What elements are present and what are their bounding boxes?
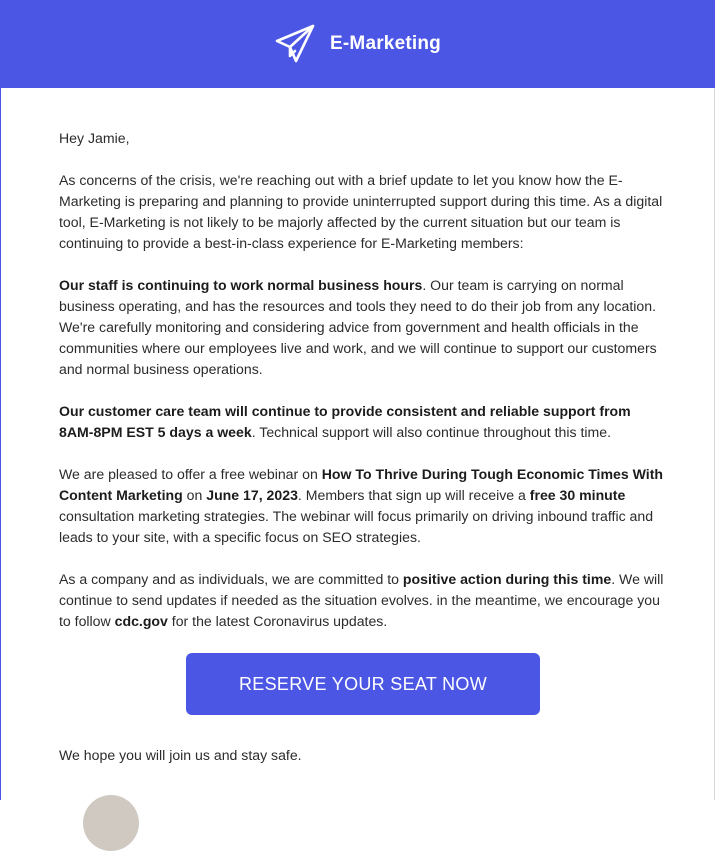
commitment-text-3: for the latest Coronavirus updates. <box>167 613 388 629</box>
webinar-text-2: on <box>182 487 207 503</box>
commitment-bold: positive action during this time <box>402 571 612 587</box>
staff-bold: Our staff is continuing to work normal business hours <box>59 277 423 293</box>
webinar-offer: free 30 minute <box>529 487 626 503</box>
avatar <box>83 795 139 851</box>
commitment-text-2: . We will continue to send updates if needed as the situation evolves. in the meantime, we encourage you to follow <box>59 571 664 629</box>
webinar-paragraph <box>59 464 669 548</box>
webinar-text-1: We are pleased to offer a free webinar on <box>59 466 322 482</box>
staff-text: . Our team is carrying on normal business operating, and has the resources and tools they need to do their job from any location. We're carefully monitoring and considering advice from government and health officials in the communities where our employees live and work, and we will continue to support our customers and normal business operations. <box>59 277 657 377</box>
brand-name: E-Marketing <box>330 33 441 54</box>
closing-text: We hope you will join us and stay safe. <box>59 747 302 763</box>
cdc-link[interactable]: cdc.gov <box>114 613 168 629</box>
support-paragraph <box>59 401 669 443</box>
webinar-title: How To Thrive During Tough Economic Times With Content Marketing <box>59 466 663 503</box>
support-text: . Technical support will also continue throughout this time. <box>251 424 612 440</box>
intro-paragraph: As concerns of the crisis, we're reaching out with a brief update to let you know how the E-Marketing is preparing and planning to provide uninterrupted support during this time. As a digital tool, E-Marketing is not likely to be majorly affected by the current situation but our team is continuing to provide a best-in-class experience for E-Marketing members: <box>59 172 663 251</box>
paper-plane-icon <box>274 23 316 65</box>
email-header <box>0 0 715 88</box>
webinar-text-4: consultation marketing strategies. The webinar will focus primarily on driving inbound traffic and leads to your site, with a specific focus on SEO strategies. <box>59 508 654 545</box>
staff-paragraph <box>59 275 669 380</box>
webinar-date: June 17, 2023 <box>206 487 298 503</box>
webinar-text-3: . Members that sign up will receive a <box>297 487 530 503</box>
commitment-paragraph <box>59 569 669 632</box>
commitment-text-1: As a company and as individuals, we are committed to <box>59 571 403 587</box>
greeting: Hey Jamie, <box>59 130 130 146</box>
email-body <box>0 88 715 800</box>
reserve-seat-button[interactable]: RESERVE YOUR SEAT NOW <box>186 653 540 715</box>
support-bold: Our customer care team will continue to provide consistent and reliable support from 8AM-8PM EST 5 days a week <box>59 403 631 440</box>
